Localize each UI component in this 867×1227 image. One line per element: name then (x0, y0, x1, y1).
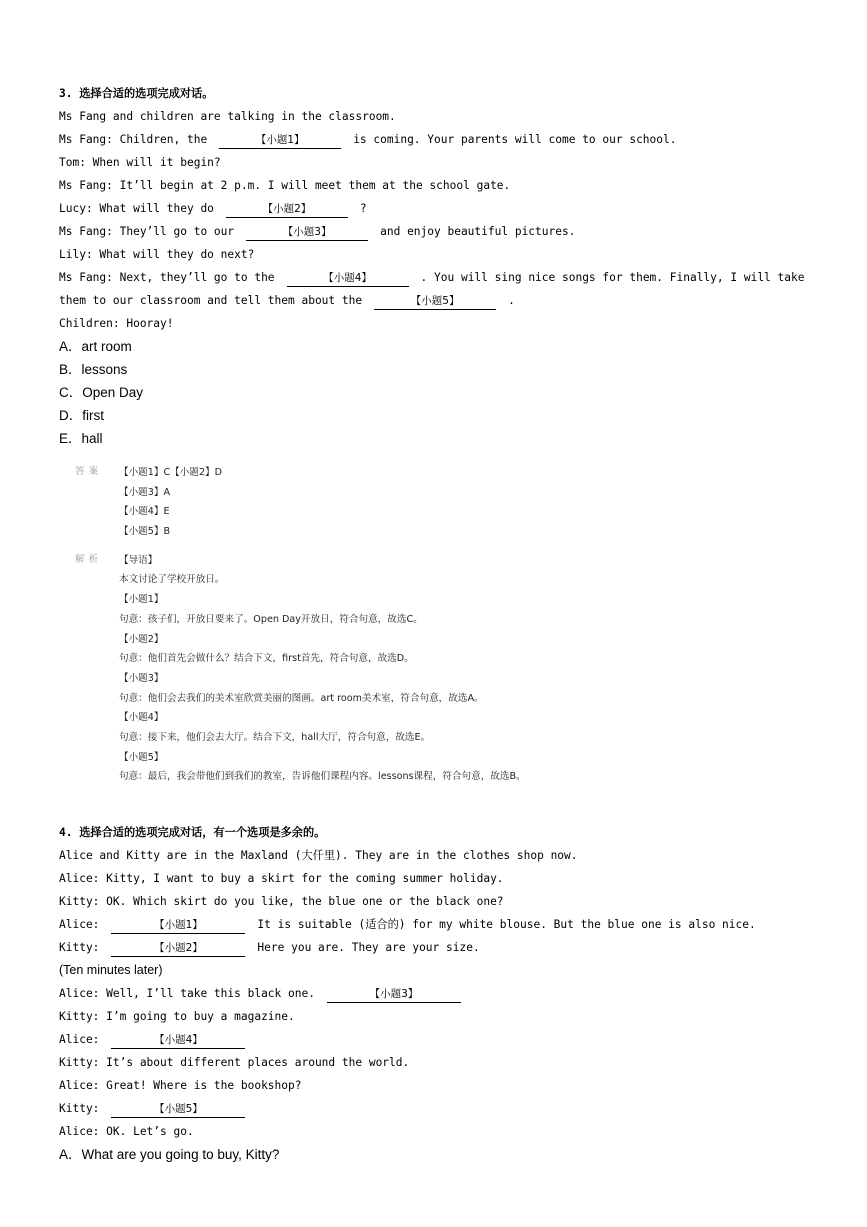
analysis-line: 【导语】 (119, 554, 158, 566)
question-4-title: 4. 选择合适的选项完成对话，有一个选项是多余的。 (59, 826, 326, 839)
analysis-label: 解析 (75, 553, 103, 565)
analysis-line: 句意：接下来，他们会去大厅。结合下文，hall大厅，符合句意，故选E。 (119, 731, 431, 743)
answer-label: 答案 (75, 466, 103, 477)
q3-blank-2[interactable]: 【小题2】 (226, 202, 348, 218)
q4-dialog-line-13: Alice: OK. Let’s go. (59, 1125, 194, 1138)
q3-option-a: A．art room (59, 339, 132, 354)
q4-dialog-line-3: Kitty: OK. Which skirt do you like, the blue one or the black one? (59, 895, 504, 908)
q3-line5-text-a: Ms Fang: They’ll go to our (59, 225, 235, 238)
q3-intro: Ms Fang and children are talking in the classroom. (59, 110, 396, 123)
document-page (59, 82, 805, 1166)
q3-option-d: D．first (59, 408, 104, 423)
q4-dialog-line-10: Kitty: It’s about different places around the world. (59, 1056, 410, 1069)
q3-line1-text-b: is coming. Your parents will come to our school. (353, 133, 677, 146)
q4-option-a: A．What are you going to buy, Kitty? (59, 1147, 280, 1162)
q3-blank-3[interactable]: 【小题3】 (246, 225, 368, 241)
q4-blank-3[interactable]: 【小题3】 (327, 987, 461, 1003)
answer-line: 【小题5】B (119, 526, 171, 538)
q4-blank-1[interactable]: 【小题1】 (111, 918, 245, 934)
answer-line: 【小题1】C【小题2】D (119, 467, 223, 478)
answer-line: 【小题3】A (119, 486, 171, 498)
q3-dialog-line-8 (59, 289, 799, 312)
analysis-line: 【小题2】 (119, 633, 164, 645)
q3-line7-text-a: Ms Fang: Next, they’ll go to the (59, 271, 275, 284)
q3-blank-5[interactable]: 【小题5】 (374, 294, 496, 310)
q4-blank-2[interactable]: 【小题2】 (111, 941, 245, 957)
analysis-line: 句意：孩子们，开放日要来了。Open Day开放日，符合句意，故选C。 (119, 613, 423, 625)
question-3-title: 3. 选择合适的选项完成对话。 (59, 87, 214, 100)
q3-line4-text-a: Lucy: What will they do (59, 202, 214, 215)
q3-line4-text-b: ? (359, 202, 367, 215)
q3-dialog-line-3: Ms Fang: It’ll begin at 2 p.m. I will meet them at the school gate. (59, 179, 511, 192)
analysis-line: 【小题1】 (119, 594, 164, 606)
question-4 (59, 821, 799, 1166)
q4-line5-text-b: Here you are. They are your size. (257, 941, 480, 954)
q4-dialog-line-2: Alice: Kitty, I want to buy a skirt for the coming summer holiday. (59, 872, 504, 885)
q3-line5-text-b: and enjoy beautiful pictures. (380, 225, 576, 238)
answer-line: 【小题4】E (119, 506, 170, 518)
q4-blank-5[interactable]: 【小题5】 (111, 1102, 245, 1118)
q3-blank-4[interactable]: 【小题4】 (287, 271, 409, 287)
q4-blank-4[interactable]: 【小题4】 (111, 1033, 245, 1049)
analysis-line: 句意：他们首先会做什么？结合下文，first首先，符合句意，故选D。 (119, 653, 414, 665)
q3-dialog-line-7 (59, 266, 805, 289)
q4-dialog-line-12 (59, 1097, 799, 1120)
analysis-line: 本文讨论了学校开放日。 (119, 574, 225, 586)
q4-dialog-line-6: (Ten minutes later) (59, 963, 163, 977)
q4-line4-speaker: Alice: (59, 918, 100, 931)
q4-line5-speaker: Kitty: (59, 941, 100, 954)
q4-dialog-line-4 (59, 913, 799, 936)
q3-dialog-line-2: Tom: When will it begin? (59, 156, 221, 169)
analysis-line: 【小题3】 (119, 672, 164, 684)
analysis-line: 【小题4】 (119, 712, 164, 724)
q3-line8-text-a: them to our classroom and tell them about the (59, 294, 363, 307)
q3-dialog-line-1 (59, 128, 799, 151)
q3-dialog-line-4 (59, 197, 799, 220)
q4-dialog-line-5 (59, 936, 799, 959)
q3-line7-text-b: . You will sing nice songs for them. Finally, I will take (420, 271, 805, 284)
q3-analysis-block (75, 551, 799, 787)
q3-answer-block (75, 463, 799, 542)
q3-line1-text-a: Ms Fang: Children, the (59, 133, 208, 146)
q4-line9-speaker: Alice: (59, 1033, 100, 1046)
q4-dialog-line-8: Kitty: I’m going to buy a magazine. (59, 1010, 295, 1023)
q4-line12-speaker: Kitty: (59, 1102, 100, 1115)
q3-line8-text-b: . (508, 294, 515, 307)
q3-dialog-line-6: Lily: What will they do next? (59, 248, 255, 261)
q4-line7-text-a: Alice: Well, I’ll take this black one. (59, 987, 315, 1000)
q3-dialog-line-9: Children: Hooray! (59, 317, 174, 330)
q4-dialog-line-7 (59, 982, 799, 1005)
q4-intro: Alice and Kitty are in the Maxland (大仟里). They are in the clothes shop now. (59, 849, 578, 862)
q3-dialog-line-5 (59, 220, 799, 243)
q3-blank-1[interactable]: 【小题1】 (219, 133, 341, 149)
analysis-line: 句意：他们会去我们的美术室欣赏美丽的图画。art room美术室，符合句意，故选A。 (119, 692, 484, 704)
q4-line4-text-b: It is suitable (适合的) for my white blouse. But the blue one is also nice. (257, 918, 756, 931)
q3-option-c: C．Open Day (59, 385, 144, 400)
analysis-line: 句意：最后，我会带他们到我们的教室，告诉他们课程内容。lessons课程，符合句意，故选B。 (119, 771, 526, 783)
q3-option-b: B．lessons (59, 362, 128, 377)
q4-dialog-line-9 (59, 1028, 799, 1051)
analysis-line: 【小题5】 (119, 751, 164, 763)
q3-option-e: E．hall (59, 431, 103, 446)
q4-dialog-line-11: Alice: Great! Where is the bookshop? (59, 1079, 302, 1092)
